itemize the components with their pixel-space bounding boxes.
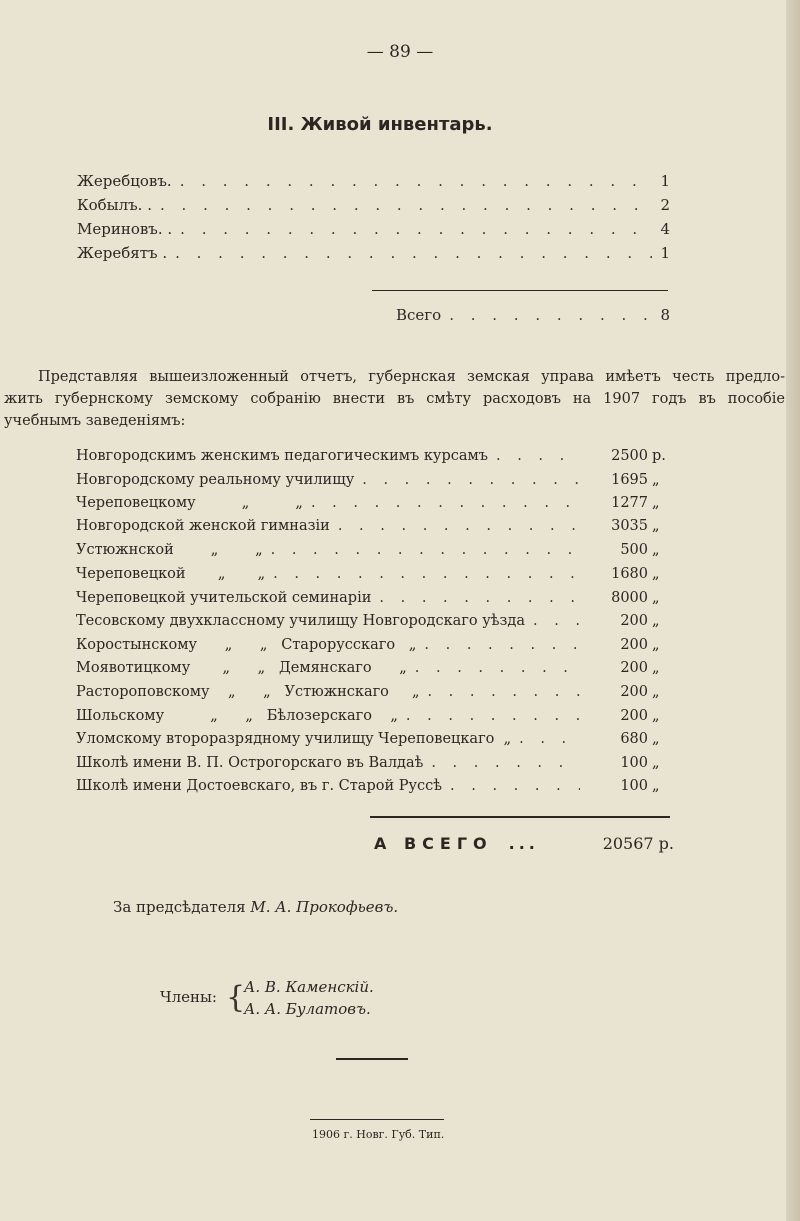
leader-dots xyxy=(519,731,580,747)
allocation-unit: „ xyxy=(652,778,660,794)
chairman-signature xyxy=(113,898,398,916)
grand-total-dots: ... xyxy=(508,834,539,853)
printer-imprint: 1906 г. Новг. Губ. Тип. xyxy=(312,1128,445,1141)
allocation-name: Череповецкому „ „ xyxy=(76,495,303,511)
allocation-amount: 200 xyxy=(620,637,648,653)
leader-dots xyxy=(449,306,652,324)
allocation-name: Школѣ имени Достоевскаго, въ г. Старой Руссѣ xyxy=(76,778,443,794)
allocation-name: Коростынскому „ „ Старорусскаго „ xyxy=(76,637,417,653)
allocation-amount: 200 xyxy=(620,684,648,700)
allocation-unit: „ xyxy=(652,708,660,724)
allocation-unit: „ xyxy=(652,637,660,653)
allocation-name: Новгородской женской гимназіи xyxy=(76,518,330,534)
leader-dots xyxy=(175,244,652,262)
leader-dots xyxy=(338,518,580,534)
paragraph-line: жить губернскому земскому собранію внести въ смѣту расходовъ на 1907 годъ въ пособіе xyxy=(4,391,785,407)
inventory-label: Жеребцовъ. xyxy=(77,172,172,190)
inventory-row xyxy=(77,172,670,196)
section-heading: III. Живой инвентарь. xyxy=(267,114,493,135)
paragraph-line: Представляя вышеизложенный отчетъ, губернская земская управа имѣетъ честь предло- xyxy=(38,369,785,385)
allocation-unit: „ xyxy=(652,590,660,606)
leader-dots xyxy=(180,172,653,190)
leader-dots xyxy=(424,637,580,653)
grand-total-label: А ВСЕГО xyxy=(374,834,493,853)
allocation-name: Новгородскимъ женскимъ педагогическимъ курсамъ xyxy=(76,448,488,464)
inventory-label: Кобылъ. . xyxy=(77,196,152,214)
allocation-amount: 100 xyxy=(620,778,648,794)
chairman-name: М. А. Прокофьевъ. xyxy=(250,898,399,916)
allocation-row xyxy=(76,684,672,707)
allocation-unit: „ xyxy=(652,755,660,771)
allocation-row xyxy=(76,448,672,471)
allocation-unit: „ xyxy=(652,660,660,676)
inventory-total xyxy=(396,306,670,330)
leader-dots xyxy=(271,542,580,558)
leader-dots xyxy=(431,755,580,771)
grand-total xyxy=(374,834,674,853)
allocation-amount: 200 xyxy=(620,660,648,676)
inventory-value: 1 xyxy=(660,244,670,262)
allocation-row xyxy=(76,731,672,754)
allocation-unit: „ xyxy=(652,684,660,700)
leader-dots xyxy=(362,472,580,488)
inventory-value: 1 xyxy=(660,172,670,190)
allocation-amount: 8000 xyxy=(611,590,648,606)
members-label: Члены: xyxy=(160,988,217,1006)
allocation-amount: 1277 xyxy=(611,495,648,511)
allocation-row xyxy=(76,637,672,660)
allocation-unit: р. xyxy=(652,448,666,464)
allocation-row xyxy=(76,566,672,589)
leader-dots xyxy=(379,590,580,606)
page-edge xyxy=(786,0,800,1221)
leader-dots xyxy=(415,660,580,676)
allocation-row xyxy=(76,495,672,518)
allocation-unit: „ xyxy=(652,613,660,629)
paragraph-line: учебнымъ заведеніямъ: xyxy=(4,413,186,429)
allocation-name: Тесовскому двухклассному училищу Новгородскаго уѣзда xyxy=(76,613,525,629)
total-label: Всего xyxy=(396,306,442,324)
grand-total-rule xyxy=(370,816,670,818)
allocation-amount: 100 xyxy=(620,755,648,771)
chairman-prefix: За предсѣдателя xyxy=(113,898,246,916)
allocation-unit: „ xyxy=(652,542,660,558)
leader-dots xyxy=(273,566,580,582)
allocation-amount: 2500 xyxy=(611,448,648,464)
grand-total-value: 20567 р. xyxy=(602,834,674,853)
allocation-unit: „ xyxy=(652,731,660,747)
inventory-row xyxy=(77,220,670,244)
total-value: 8 xyxy=(660,306,670,324)
allocation-unit: „ xyxy=(652,566,660,582)
allocation-row xyxy=(76,472,672,495)
allocation-name: Устюжнской „ „ xyxy=(76,542,263,558)
allocation-amount: 1695 xyxy=(611,472,648,488)
allocation-row xyxy=(76,542,672,565)
allocation-unit: „ xyxy=(652,518,660,534)
leader-dots xyxy=(180,220,652,238)
allocation-name: Моявотицкому „ „ Демянскаго „ xyxy=(76,660,407,676)
allocation-name: Школѣ имени В. П. Острогорскаго въ Валдаѣ xyxy=(76,755,424,771)
allocation-amount: 200 xyxy=(620,708,648,724)
allocation-name: Растороповскому „ „ Устюжнскаго „ xyxy=(76,684,420,700)
allocation-unit: „ xyxy=(652,495,660,511)
allocation-amount: 200 xyxy=(620,613,648,629)
member-name: А. А. Булатовъ. xyxy=(244,1000,371,1018)
inventory-value: 2 xyxy=(660,196,670,214)
leader-dots xyxy=(311,495,580,511)
subtotal-rule xyxy=(372,290,668,291)
page-number: — 89 — xyxy=(366,42,434,62)
allocation-name: Череповецкой учительской семинаріи xyxy=(76,590,372,606)
allocation-row xyxy=(76,590,672,613)
brace-icon: { xyxy=(226,980,246,1015)
allocation-row xyxy=(76,755,672,778)
allocation-row xyxy=(76,778,672,801)
inventory-row xyxy=(77,244,670,268)
leader-dots xyxy=(406,708,580,724)
leader-dots xyxy=(427,684,580,700)
closing-rule xyxy=(336,1058,408,1060)
allocation-name: Шольскому „ „ Бѣлозерскаго „ xyxy=(76,708,398,724)
allocation-name: Уломскому второразрядному училищу Череповецкаго „ xyxy=(76,731,512,747)
leader-dots xyxy=(496,448,580,464)
allocation-name: Новгородскому реальному училищу xyxy=(76,472,355,488)
allocation-amount: 680 xyxy=(620,731,648,747)
proposal-paragraph xyxy=(0,366,785,432)
leader-dots xyxy=(160,196,652,214)
leader-dots xyxy=(450,778,580,794)
allocation-unit: „ xyxy=(652,472,660,488)
allocation-row xyxy=(76,660,672,683)
allocation-row xyxy=(76,613,672,636)
inventory-row xyxy=(77,196,670,220)
allocation-amount: 3035 xyxy=(611,518,648,534)
inventory-label: Мериновъ. . xyxy=(77,220,173,238)
imprint-rule xyxy=(310,1119,444,1120)
allocation-amount: 1680 xyxy=(611,566,648,582)
allocation-name: Череповецкой „ „ xyxy=(76,566,266,582)
allocation-amount: 500 xyxy=(620,542,648,558)
allocation-row xyxy=(76,518,672,541)
member-name: А. В. Каменскій. xyxy=(244,978,374,996)
leader-dots xyxy=(533,613,580,629)
inventory-label: Жеребятъ . xyxy=(77,244,168,262)
inventory-value: 4 xyxy=(660,220,670,238)
allocation-row xyxy=(76,708,672,731)
